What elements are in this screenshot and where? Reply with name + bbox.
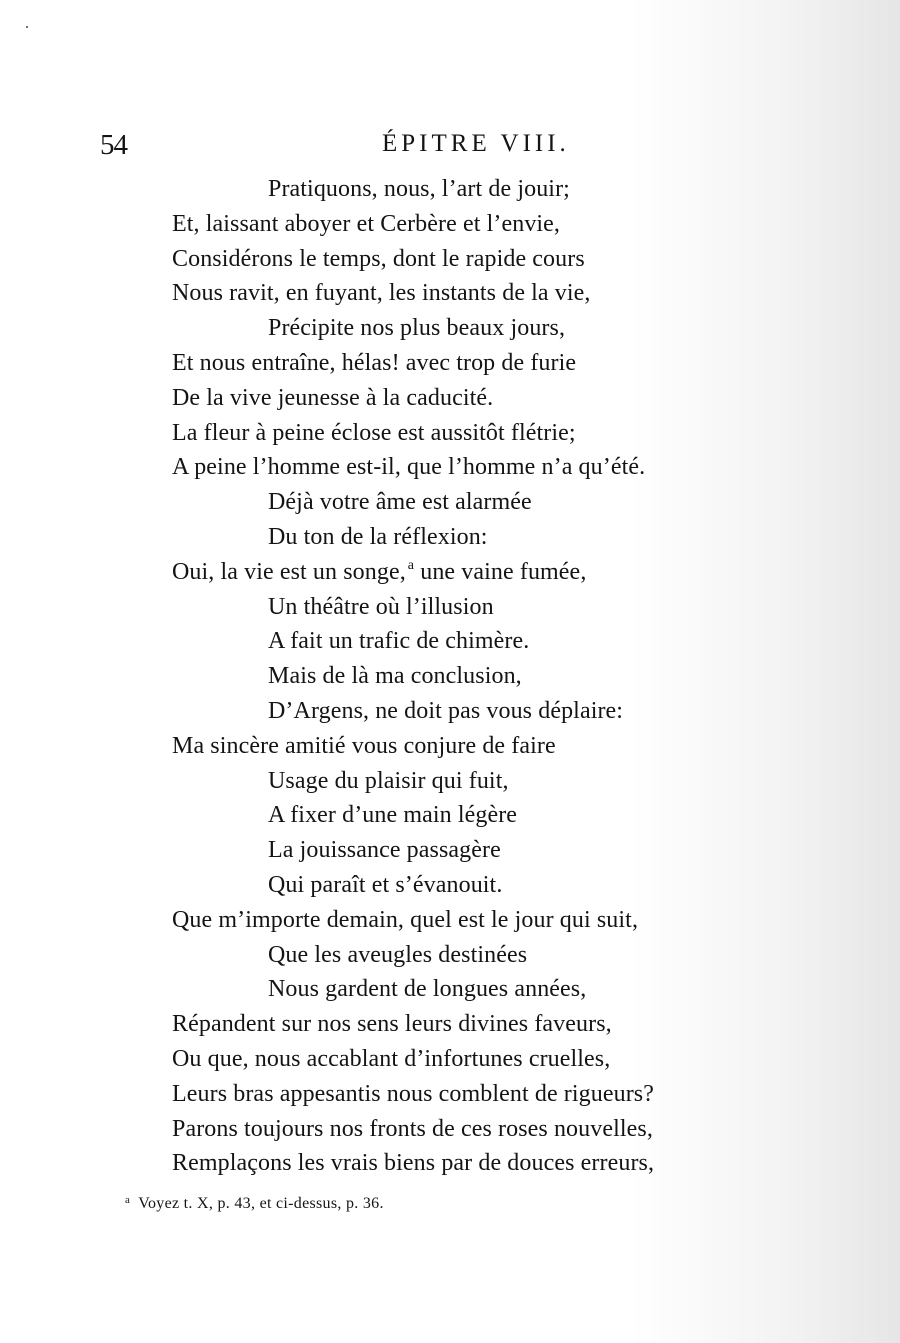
footnote-marker: a: [125, 1194, 131, 1206]
poem-line: [268, 487, 532, 517]
footnote-text: Voyez t. X, p. 43, et ci-dessus, p. 36.: [138, 1195, 384, 1212]
poem-line: [172, 452, 645, 482]
poem-line: [268, 626, 529, 656]
poem-line: [172, 383, 493, 413]
footnote: [125, 1193, 384, 1216]
poem-line-text: A peine l’homme est-il, que l’homme n’a qu’été.: [172, 454, 646, 481]
running-head: ÉPITRE VIII.: [382, 130, 570, 157]
poem-line: [172, 557, 586, 591]
poem-line: [268, 800, 517, 830]
poem-line-text: Que les aveugles destinées: [268, 941, 528, 968]
poem-line-text: D’Argens, ne doit pas vous déplaire:: [268, 698, 624, 724]
poem-line-text: Parons toujours nos fronts de ces roses nouvelles,: [172, 1115, 653, 1142]
poem-line: [268, 313, 565, 343]
poem-line: [172, 731, 556, 761]
poem-line-text: Ma sincère amitié vous conjure de faire: [172, 732, 556, 759]
poem-line: [172, 1079, 654, 1109]
poem-line: [268, 940, 527, 970]
poem-line: [268, 661, 522, 691]
poem-line-text: Et nous entraîne, hélas! avec trop de furie: [172, 350, 577, 376]
scan-speck: [26, 26, 28, 28]
poem-line: [268, 766, 509, 796]
poem-line-text: Pratiquons, nous, l’art de jouir;: [268, 176, 570, 202]
poem-line-text: Que m’importe demain, quel est le jour qui suit,: [172, 906, 639, 933]
poem-line-text: A fixer d’une main légère: [268, 802, 518, 829]
poem-line-text: Considérons le temps, dont le rapide cours: [172, 245, 585, 272]
poem-line: [268, 174, 570, 204]
poem-line: [268, 870, 502, 900]
poem-line: [268, 696, 623, 726]
poem-line-text: Et, laissant aboyer et Cerbère et l’envie,: [172, 210, 561, 237]
poem-line-text: Usage du plaisir qui fuit,: [268, 767, 509, 794]
poem-line: [172, 209, 560, 239]
poem-line: [172, 1044, 610, 1074]
poem-line: [172, 418, 576, 448]
poem-line-text: La jouissance passagère: [268, 837, 501, 864]
poem-line-text: Du ton de la réflexion:: [268, 524, 488, 550]
poem-line: [268, 835, 501, 865]
poem-line-text: Répandent sur nos sens leurs divines faveurs,: [172, 1011, 612, 1038]
poem-line: [172, 1114, 653, 1144]
poem-line: [172, 1009, 612, 1039]
poem-line-text: Déjà votre âme est alarmée: [268, 489, 532, 516]
poem-line-text: Mais de là ma conclusion,: [268, 663, 522, 690]
poem-line: [172, 905, 638, 935]
poem-line-text: Remplaçons les vrais biens par de douces erreurs,: [172, 1150, 655, 1177]
poem-line: [268, 974, 586, 1004]
page-number: 54: [100, 129, 127, 161]
poem-line-text: Oui, la vie est un songe,: [172, 558, 406, 585]
poem-line-text: La fleur à peine éclose est aussitôt flétrie;: [172, 419, 576, 446]
poem-line-text: Ou que, nous accablant d’infortunes cruelles,: [172, 1046, 611, 1072]
poem-line: [172, 244, 585, 274]
poem-line-text: Qui paraît et s’évanouit.: [268, 872, 503, 898]
poem-line: [172, 278, 591, 308]
poem-line: [172, 348, 576, 378]
poem-line-text: Nous gardent de longues années,: [268, 976, 587, 1003]
poem-line: [268, 592, 494, 622]
poem-line-text: Précipite nos plus beaux jours,: [268, 315, 566, 342]
poem-line: [172, 1148, 654, 1178]
poem-line: [268, 522, 488, 552]
poem-line-continuation: une vaine fumée,: [414, 558, 587, 585]
poem-line-text: A fait un trafic de chimère.: [268, 628, 530, 655]
footnote-reference-marker: a: [407, 557, 415, 573]
poem-line-text: Nous ravit, en fuyant, les instants de la vie,: [172, 280, 591, 307]
poem-line-text: Un théâtre où l’illusion: [268, 593, 494, 620]
poem-line-text: De la vive jeunesse à la caducité.: [172, 384, 494, 411]
poem-line-text: Leurs bras appesantis nous comblent de rigueurs?: [172, 1080, 654, 1107]
